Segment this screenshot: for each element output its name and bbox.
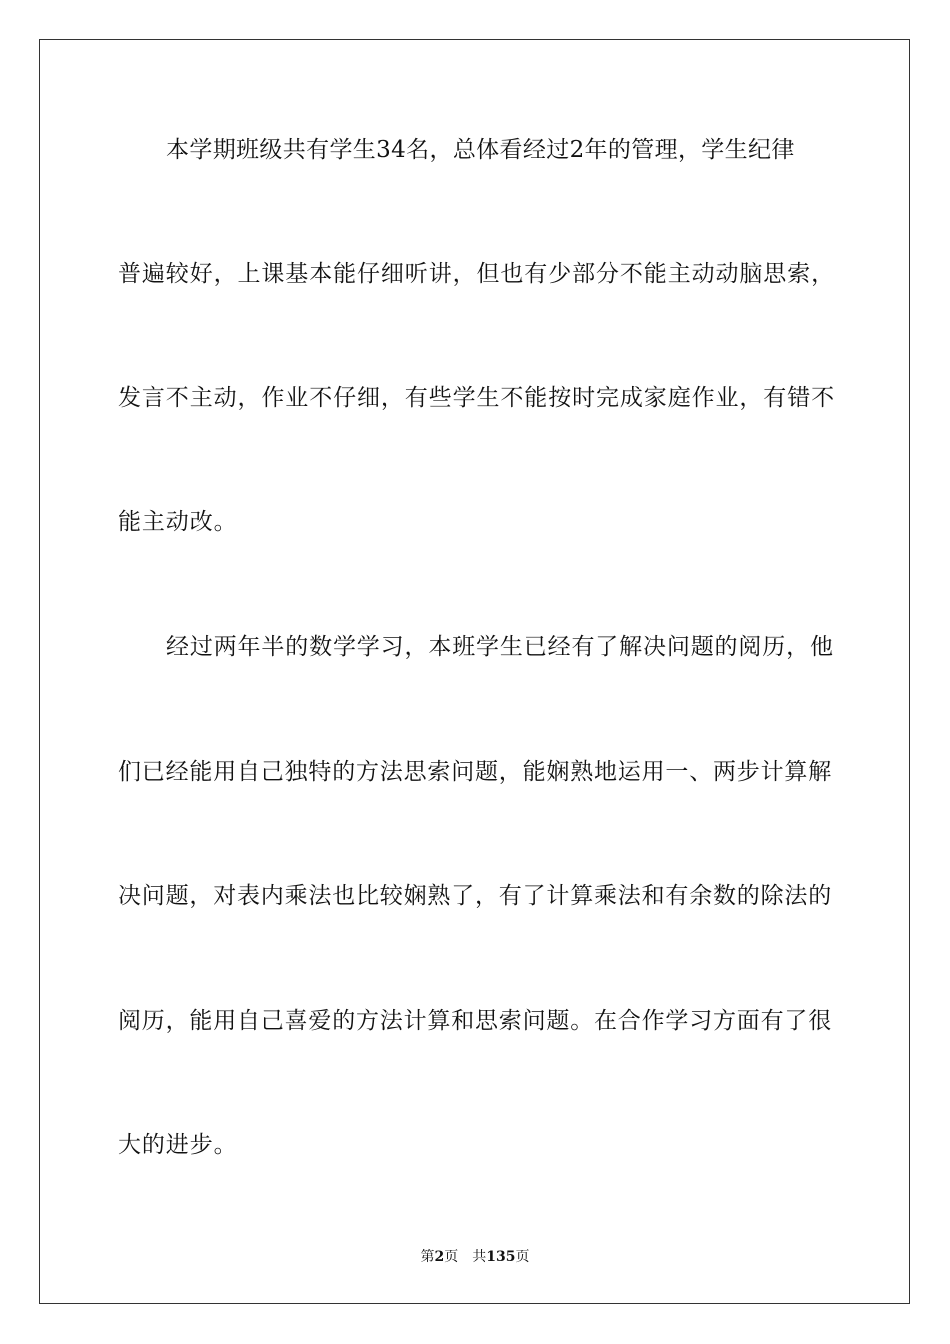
paragraph-2-line-4: 阅历，能用自己喜爱的方法计算和思索问题。在合作学习方面有了很	[118, 1008, 832, 1034]
page-prefix: 第	[420, 1249, 435, 1265]
paragraph-2-line-1: 经过两年半的数学学习，本班学生已经有了解决问题的阅历，他	[166, 634, 834, 660]
total-prefix: 共	[472, 1249, 487, 1265]
page-number: 2	[434, 1249, 445, 1265]
paragraph-2-line-3: 决问题，对表内乘法也比较娴熟了，有了计算乘法和有余数的除法的	[118, 883, 832, 909]
paragraph-1-line-3: 发言不主动，作业不仔细，有些学生不能按时完成家庭作业，有错不	[118, 385, 835, 411]
page-frame	[39, 39, 910, 1304]
paragraph-1-line-2: 普遍较好，上课基本能仔细听讲，但也有少部分不能主动动脑思索，	[118, 261, 835, 287]
total-pages: 135	[486, 1249, 516, 1265]
paragraph-1-line-4: 能主动改。	[118, 509, 238, 535]
paragraph-2-line-5: 大的进步。	[118, 1132, 238, 1158]
paragraph-1-line-1: 本学期班级共有学生34名，总体看经过2年的管理，学生纪律	[166, 137, 795, 163]
page-footer	[0, 1248, 950, 1266]
paragraph-2-line-2: 们已经能用自己独特的方法思索问题，能娴熟地运用一、两步计算解	[118, 759, 832, 785]
page-suffix: 页	[444, 1249, 459, 1265]
total-suffix: 页	[515, 1249, 530, 1265]
